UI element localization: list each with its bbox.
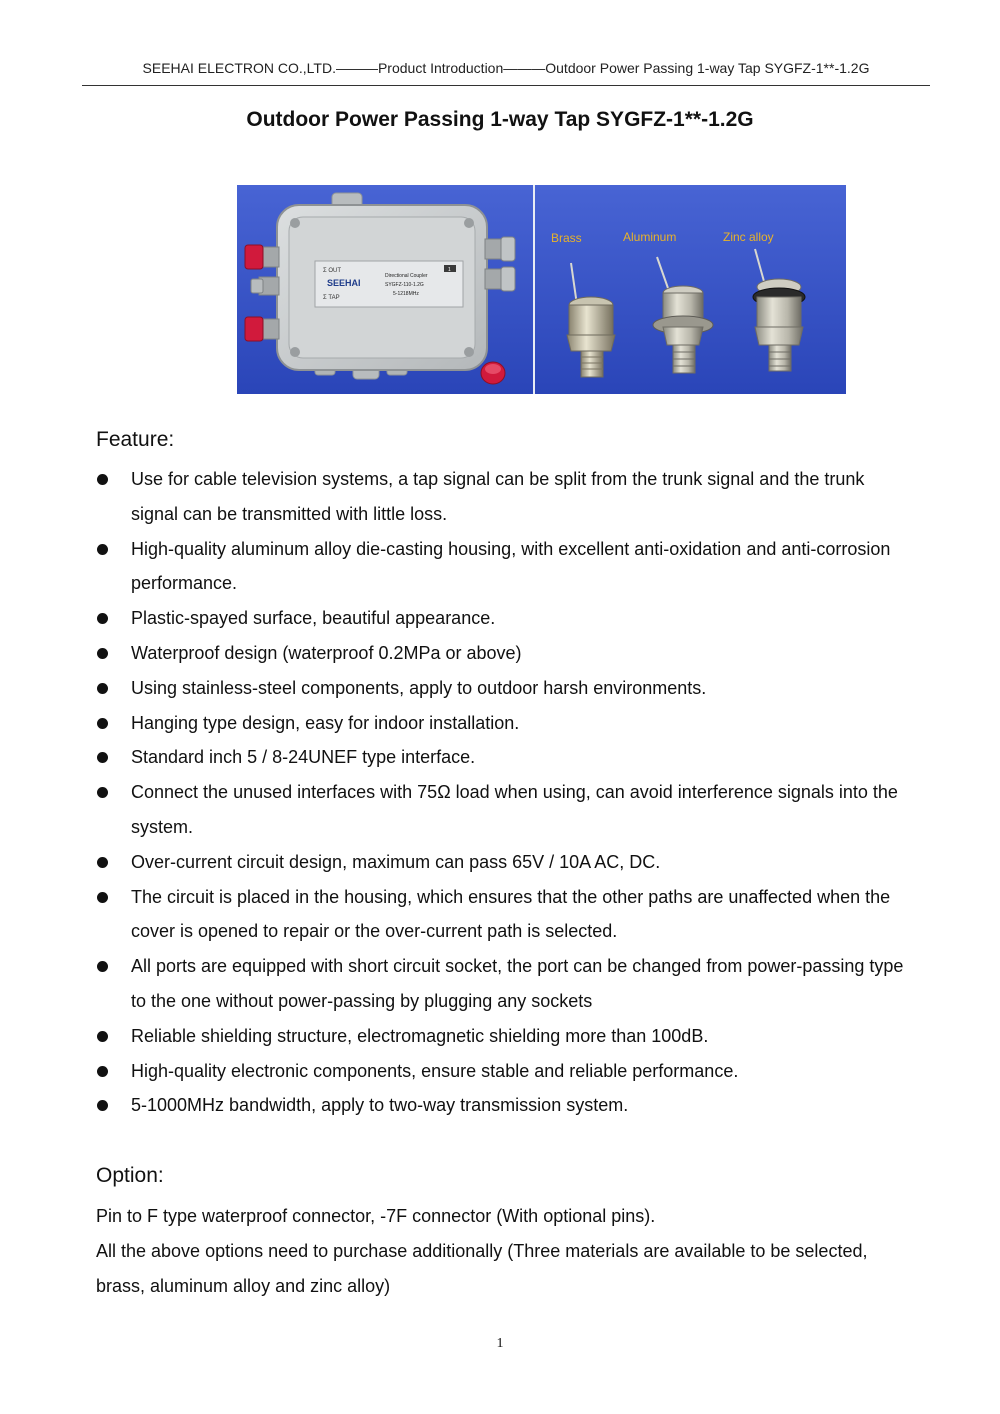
device-label-line1: Directional Coupler [385, 273, 428, 279]
zinc-alloy-label: Zinc alloy [723, 230, 774, 244]
bullet-icon [97, 1066, 108, 1077]
page-title: Outdoor Power Passing 1-way Tap SYGFZ-1**-1.2G [246, 108, 754, 131]
feature-item: Plastic-spayed surface, beautiful appearance. [96, 601, 916, 636]
tap-port-label: Σ TAP [323, 295, 340, 301]
feature-item: High-quality aluminum alloy die-casting housing, with excellent anti-oxidation and anti-corrosion performance. [96, 532, 916, 602]
brand-label: SEEHAI [327, 278, 361, 288]
feature-item: High-quality electronic components, ensure stable and reliable performance. [96, 1054, 916, 1089]
bullet-icon [97, 1100, 108, 1111]
header-rule [82, 85, 930, 86]
out-port-label: Σ OUT [323, 268, 342, 274]
bullet-icon [97, 613, 108, 624]
brass-label: Brass [551, 231, 582, 245]
tap-housing [277, 193, 487, 379]
feature-item: Connect the unused interfaces with 75Ω load when using, can avoid interference signals into the system. [96, 775, 916, 845]
device-label-line3: 5-1218MHz [393, 291, 419, 297]
bullet-icon [97, 787, 108, 798]
option-text [96, 1199, 916, 1303]
bullet-icon [97, 752, 108, 763]
feature-item: Waterproof design (waterproof 0.2MPa or above) [96, 636, 916, 671]
running-header: SEEHAI ELECTRON CO.,LTD.———Product Introduction———Outdoor Power Passing 1-way Tap SYGFZ-1**-1.2G [142, 60, 870, 76]
feature-item: Using stainless-steel components, apply to outdoor harsh environments. [96, 671, 916, 706]
bullet-icon [97, 892, 108, 903]
feature-item: Use for cable television systems, a tap signal can be split from the trunk signal and the trunk signal can be transmitted with little loss. [96, 462, 916, 532]
bullet-icon [97, 683, 108, 694]
product-photo [237, 185, 846, 394]
device-label-line2: SYGFZ-110-1.2G [385, 282, 424, 288]
feature-item: 5-1000MHz bandwidth, apply to two-way transmission system. [96, 1088, 916, 1123]
feature-item: The circuit is placed in the housing, which ensures that the other paths are unaffected when the cover is opened to repair or the over-current path is selected. [96, 880, 916, 950]
feature-list [96, 462, 916, 1123]
bullet-icon [97, 648, 108, 659]
page-number: 1 [496, 1336, 504, 1351]
aluminum-label: Aluminum [623, 230, 677, 244]
option-paragraph: All the above options need to purchase additionally (Three materials are available to be selected, brass, aluminum alloy and zinc alloy) [96, 1240, 868, 1296]
bullet-icon [97, 474, 108, 485]
option-heading: Option: [96, 1164, 164, 1187]
bullet-icon [97, 857, 108, 868]
device-badge: 1 [448, 267, 451, 273]
feature-item: All ports are equipped with short circuit socket, the port can be changed from power-passing type to the one without power-passing by plugging any sockets [96, 949, 916, 1019]
feature-item: Standard inch 5 / 8-24UNEF type interface. [96, 740, 916, 775]
bullet-icon [97, 961, 108, 972]
bullet-icon [97, 718, 108, 729]
feature-item: Reliable shielding structure, electromagnetic shielding more than 100dB. [96, 1019, 916, 1054]
option-paragraph: Pin to F type waterproof connector, -7F connector (With optional pins). [96, 1206, 656, 1226]
feature-heading: Feature: [96, 428, 175, 451]
feature-item: Hanging type design, easy for indoor installation. [96, 706, 916, 741]
bullet-icon [97, 1031, 108, 1042]
bullet-icon [97, 544, 108, 555]
feature-item: Over-current circuit design, maximum can pass 65V / 10A AC, DC. [96, 845, 916, 880]
